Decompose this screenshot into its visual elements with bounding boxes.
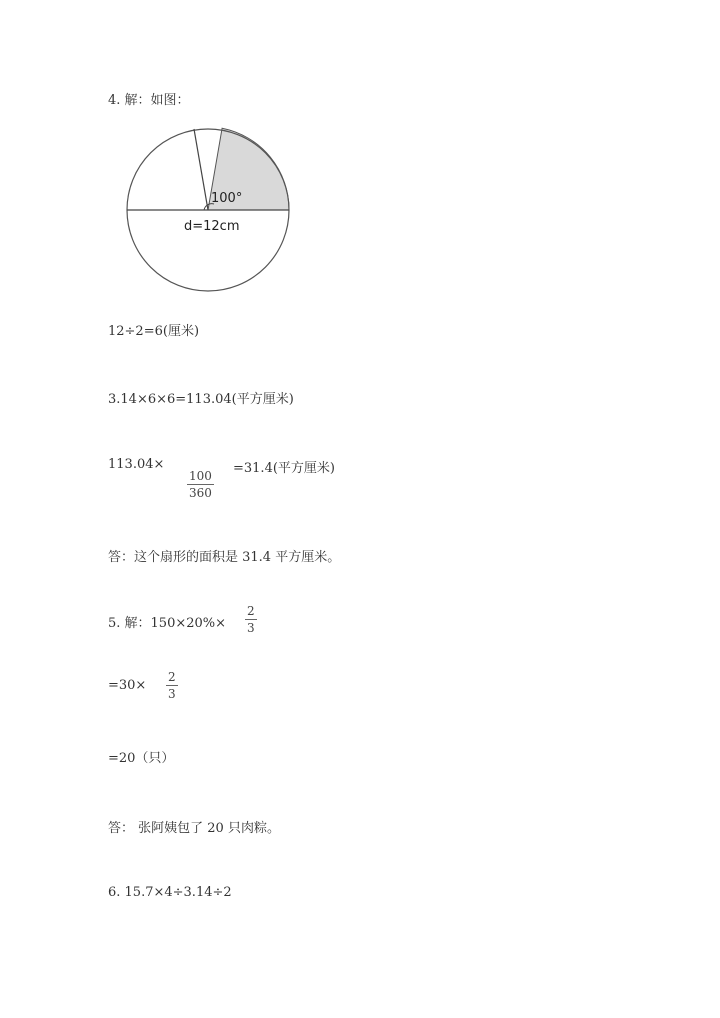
q5-line1: 5. 解：150×20%× bbox=[108, 616, 227, 631]
fraction-numerator: 2 bbox=[247, 604, 255, 618]
fraction-numerator: 2 bbox=[168, 670, 176, 684]
fraction-2-3-b bbox=[166, 671, 178, 701]
fraction-2-3-a bbox=[245, 605, 257, 635]
fraction-denominator: 3 bbox=[168, 687, 176, 701]
fraction-denominator: 360 bbox=[189, 486, 212, 500]
q4-step3-suffix: =31.4(平方厘米) bbox=[233, 461, 335, 476]
diameter-label: d=12cm bbox=[184, 219, 240, 234]
q4-step2: 3.14×6×6=113.04(平方厘米) bbox=[108, 392, 294, 407]
q5-line2: =30× bbox=[108, 678, 147, 693]
q4-heading: 4. 解：如图： bbox=[108, 93, 190, 108]
angle-label: 100° bbox=[211, 191, 243, 206]
q5-answer: 答： 张阿姨包了 20 只肉粽。 bbox=[108, 821, 280, 836]
radius-line bbox=[194, 129, 208, 210]
fraction-denominator: 3 bbox=[247, 621, 255, 635]
q4-answer: 答：这个扇形的面积是 31.4 平方厘米。 bbox=[108, 550, 341, 565]
q4-step1: 12÷2=6(厘米) bbox=[108, 324, 200, 339]
q6-line1: 6. 15.7×4÷3.14÷2 bbox=[108, 885, 232, 900]
fraction-100-360 bbox=[187, 470, 214, 500]
fraction-numerator: 100 bbox=[189, 469, 212, 483]
q5-line3: =20（只） bbox=[108, 751, 175, 766]
sector-circle-figure bbox=[120, 124, 296, 298]
q4-step3-prefix: 113.04× bbox=[108, 457, 165, 472]
